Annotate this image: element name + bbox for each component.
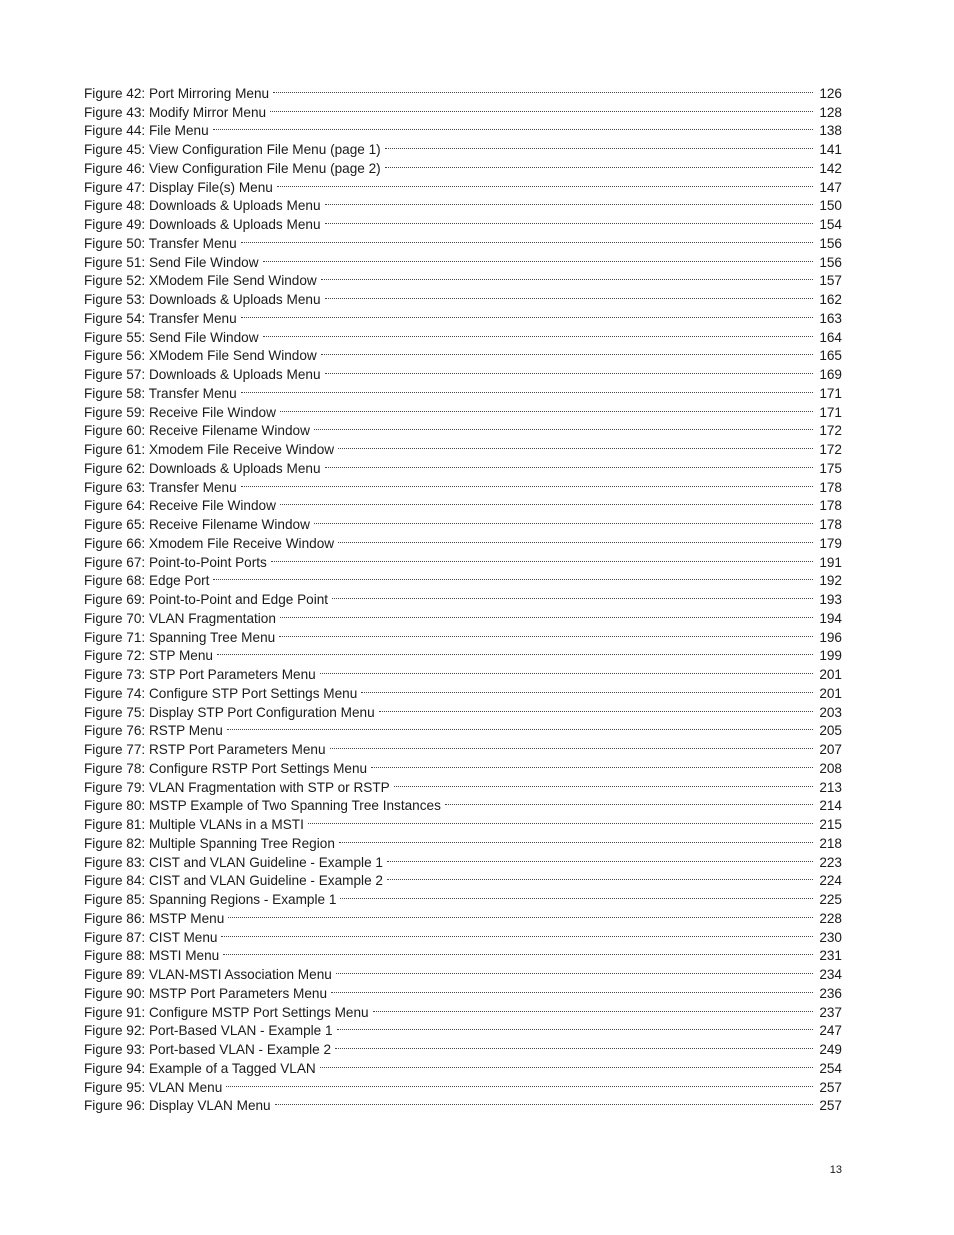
toc-entry-title: Figure 57: Downloads & Uploads Menu (84, 367, 321, 382)
toc-entry-page: 178 (819, 498, 842, 514)
toc-entry-title: Figure 50: Transfer Menu (84, 235, 237, 251)
toc-entry-page: 172 (819, 442, 842, 457)
dot-leader (332, 585, 813, 604)
toc-entry-title: Figure 74: Configure STP Port Settings Menu (84, 685, 358, 701)
dot-leader (394, 773, 814, 792)
toc-entry-page: 126 (819, 85, 842, 101)
toc-entry-page: 201 (819, 667, 842, 682)
dot-leader (280, 492, 813, 511)
toc-entry-page: 236 (819, 985, 842, 1001)
toc-entry-page: 147 (819, 179, 842, 195)
dot-leader (275, 1092, 814, 1111)
toc-entry-page: 228 (819, 910, 842, 926)
dot-leader (241, 379, 814, 398)
dot-leader (241, 304, 814, 323)
toc-entry-title: Figure 96: Display VLAN Menu (84, 1098, 271, 1114)
dot-leader (280, 604, 813, 623)
toc-entry-page: 141 (819, 142, 842, 157)
dot-leader (226, 1073, 813, 1092)
page-number: 13 (829, 1164, 842, 1176)
toc-entry-title: Figure 52: XModem File Send Window (84, 273, 317, 289)
dot-leader (271, 548, 813, 567)
toc-entry-page: 208 (819, 760, 842, 776)
toc-entry-page: 175 (819, 460, 842, 476)
dot-leader (325, 210, 814, 229)
dot-leader (321, 267, 814, 286)
toc-entry-page: 213 (819, 779, 842, 795)
toc-entry-page: 249 (819, 1042, 842, 1057)
toc-entry-page: 225 (819, 892, 842, 907)
toc-entry-title: Figure 67: Point-to-Point Ports (84, 554, 267, 570)
dot-leader (217, 642, 813, 661)
toc-entry-title: Figure 69: Point-to-Point and Edge Point (84, 592, 329, 607)
toc-entry-title: Figure 65: Receive Filename Window (84, 517, 310, 532)
dot-leader (379, 698, 814, 717)
dot-leader (387, 867, 813, 886)
toc-entry-page: 214 (819, 798, 842, 814)
toc-entry-page: 162 (819, 292, 842, 307)
dot-leader (385, 135, 814, 154)
toc-entry-page: 171 (819, 404, 842, 420)
dot-leader (213, 117, 814, 136)
toc-entry-title: Figure 79: VLAN Fragmentation with STP or RSTP (84, 779, 390, 795)
toc-entry-page: 142 (819, 160, 842, 176)
dot-leader (336, 960, 813, 979)
dot-leader (338, 529, 813, 548)
toc-entry-page: 138 (819, 123, 842, 139)
toc-entry-page: 171 (819, 385, 842, 401)
dot-leader (228, 904, 813, 923)
toc-entry-page: 234 (819, 967, 842, 982)
toc-entry-page: 150 (819, 198, 842, 214)
toc-entry-page: 178 (819, 479, 842, 495)
toc-entry-title: Figure 83: CIST and VLAN Guideline - Example 1 (84, 854, 383, 870)
dot-leader (280, 398, 813, 417)
toc-entry-page: 169 (819, 367, 842, 382)
dot-leader (330, 735, 814, 754)
toc-entry-title: Figure 51: Send File Window (84, 254, 259, 270)
toc-entry-page: 237 (819, 1004, 842, 1020)
toc-entry-title: Figure 49: Downloads & Uploads Menu (84, 217, 321, 232)
dot-leader (273, 79, 813, 98)
dot-leader (340, 885, 813, 904)
toc-entry-page: 163 (819, 310, 842, 326)
toc-entry-page: 257 (819, 1098, 842, 1114)
toc-entry-page: 191 (819, 554, 842, 570)
toc-entry-title: Figure 85: Spanning Regions - Example 1 (84, 892, 337, 907)
toc-entry-page: 254 (819, 1060, 842, 1076)
toc-entry-title: Figure 43: Modify Mirror Menu (84, 104, 267, 120)
toc-entry-title: Figure 46: View Configuration File Menu (page 2) (84, 160, 381, 176)
toc-entry-page: 223 (819, 854, 842, 870)
toc-entry-page: 178 (819, 517, 842, 532)
toc-entry-title: Figure 42: Port Mirroring Menu (84, 85, 270, 101)
toc-entry-page: 230 (819, 929, 842, 945)
toc-entry-title: Figure 60: Receive Filename Window (84, 423, 310, 439)
toc-entry-title: Figure 93: Port-based VLAN - Example 2 (84, 1042, 332, 1057)
toc-entry-page: 199 (819, 648, 842, 664)
dot-leader (445, 792, 813, 811)
dot-leader (325, 454, 814, 473)
toc-entry-page: 201 (819, 685, 842, 701)
toc-entry-title: Figure 47: Display File(s) Menu (84, 179, 273, 195)
toc-entry-page: 165 (819, 348, 842, 364)
toc-entry-title: Figure 48: Downloads & Uploads Menu (84, 198, 321, 214)
toc-entry-title: Figure 53: Downloads & Uploads Menu (84, 292, 321, 307)
dot-leader (387, 848, 813, 867)
dot-leader (321, 342, 814, 361)
toc-entry-title: Figure 94: Example of a Tagged VLAN (84, 1060, 316, 1076)
toc-entry-title: Figure 86: MSTP Menu (84, 910, 225, 926)
toc-entry-page: 154 (819, 217, 842, 232)
toc-entry-title: Figure 56: XModem File Send Window (84, 348, 317, 364)
toc-entry-page: 196 (819, 629, 842, 645)
toc-entry-title: Figure 95: VLAN Menu (84, 1079, 223, 1095)
toc-entry-title: Figure 54: Transfer Menu (84, 310, 237, 326)
toc-entry-title: Figure 59: Receive File Window (84, 404, 276, 420)
toc-entry-page: 156 (819, 235, 842, 251)
dot-leader (373, 998, 814, 1017)
toc-entry-title: Figure 75: Display STP Port Configuration Menu (84, 704, 375, 720)
toc-entry-page: 194 (819, 610, 842, 626)
dot-leader (361, 679, 813, 698)
toc-entry-title: Figure 66: Xmodem File Receive Window (84, 535, 335, 551)
dot-leader (338, 435, 813, 454)
toc-entry-title: Figure 68: Edge Port (84, 573, 210, 589)
toc-entry-title: Figure 70: VLAN Fragmentation (84, 610, 276, 626)
toc-entry-title: Figure 62: Downloads & Uploads Menu (84, 460, 321, 476)
toc-entry-title: Figure 89: VLAN-MSTI Association Menu (84, 967, 332, 982)
toc-entry-page: 156 (819, 254, 842, 270)
dot-leader (279, 623, 813, 642)
dot-leader (320, 1054, 814, 1073)
toc-entry-page: 128 (819, 104, 842, 120)
dot-leader (277, 173, 813, 192)
toc-entry-page: 164 (819, 329, 842, 345)
dot-leader (325, 192, 814, 211)
toc-entry-page: 207 (819, 742, 842, 757)
toc-entry-title: Figure 81: Multiple VLANs in a MSTI (84, 817, 304, 832)
toc-entry-title: Figure 80: MSTP Example of Two Spanning Tree Instances (84, 798, 441, 814)
dot-leader (314, 510, 813, 529)
toc-entry-title: Figure 78: Configure RSTP Port Settings Menu (84, 760, 368, 776)
toc-entry-page: 157 (819, 273, 842, 289)
dot-leader (331, 979, 813, 998)
list-of-figures (84, 79, 842, 1114)
dot-leader (325, 360, 814, 379)
dot-leader (241, 229, 814, 248)
toc-entry-title: Figure 64: Receive File Window (84, 498, 276, 514)
toc-entry-title: Figure 91: Configure MSTP Port Settings Menu (84, 1004, 369, 1020)
dot-leader (227, 717, 814, 736)
dot-leader (335, 1035, 813, 1054)
dot-leader (314, 417, 813, 436)
toc-entry-title: Figure 63: Transfer Menu (84, 479, 237, 495)
dot-leader (263, 323, 814, 342)
toc-entry-page: 224 (819, 873, 842, 889)
dot-leader (337, 1017, 814, 1036)
toc-entry-title: Figure 71: Spanning Tree Menu (84, 629, 276, 645)
toc-entry-title: Figure 72: STP Menu (84, 648, 213, 664)
toc-entry-title: Figure 44: File Menu (84, 123, 209, 139)
dot-leader (221, 923, 813, 942)
toc-entry[interactable] (84, 79, 842, 101)
toc-entry-title: Figure 87: CIST Menu (84, 929, 218, 945)
toc-entry-title: Figure 73: STP Port Parameters Menu (84, 667, 316, 682)
toc-entry-title: Figure 82: Multiple Spanning Tree Region (84, 835, 335, 851)
toc-entry-page: 172 (819, 423, 842, 439)
toc-entry-page: 179 (819, 535, 842, 551)
toc-entry-title: Figure 90: MSTP Port Parameters Menu (84, 985, 328, 1001)
toc-entry-page: 247 (819, 1023, 842, 1039)
dot-leader (320, 660, 814, 679)
toc-entry-title: Figure 84: CIST and VLAN Guideline - Example 2 (84, 873, 383, 889)
dot-leader (325, 285, 814, 304)
toc-entry-title: Figure 88: MSTI Menu (84, 948, 220, 964)
toc-entry-title: Figure 76: RSTP Menu (84, 723, 223, 739)
dot-leader (385, 154, 814, 173)
dot-leader (223, 942, 813, 961)
toc-entry-page: 215 (819, 817, 842, 832)
toc-entry-title: Figure 61: Xmodem File Receive Window (84, 442, 335, 457)
toc-entry-page: 205 (819, 723, 842, 739)
toc-entry-page: 193 (819, 592, 842, 607)
toc-entry-title: Figure 58: Transfer Menu (84, 385, 237, 401)
dot-leader (371, 754, 813, 773)
toc-entry-title: Figure 77: RSTP Port Parameters Menu (84, 742, 326, 757)
toc-entry-page: 231 (819, 948, 842, 964)
dot-leader (263, 248, 814, 267)
dot-leader (339, 829, 813, 848)
toc-entry-title: Figure 92: Port-Based VLAN - Example 1 (84, 1023, 333, 1039)
toc-entry-title: Figure 45: View Configuration File Menu (page 1) (84, 142, 381, 157)
toc-entry-title: Figure 55: Send File Window (84, 329, 259, 345)
toc-entry-page: 192 (819, 573, 842, 589)
dot-leader (270, 98, 813, 117)
dot-leader (241, 473, 814, 492)
dot-leader (213, 567, 813, 586)
toc-entry-page: 203 (819, 704, 842, 720)
toc-entry-page: 257 (819, 1079, 842, 1095)
toc-entry-page: 218 (819, 835, 842, 851)
dot-leader (308, 810, 813, 829)
